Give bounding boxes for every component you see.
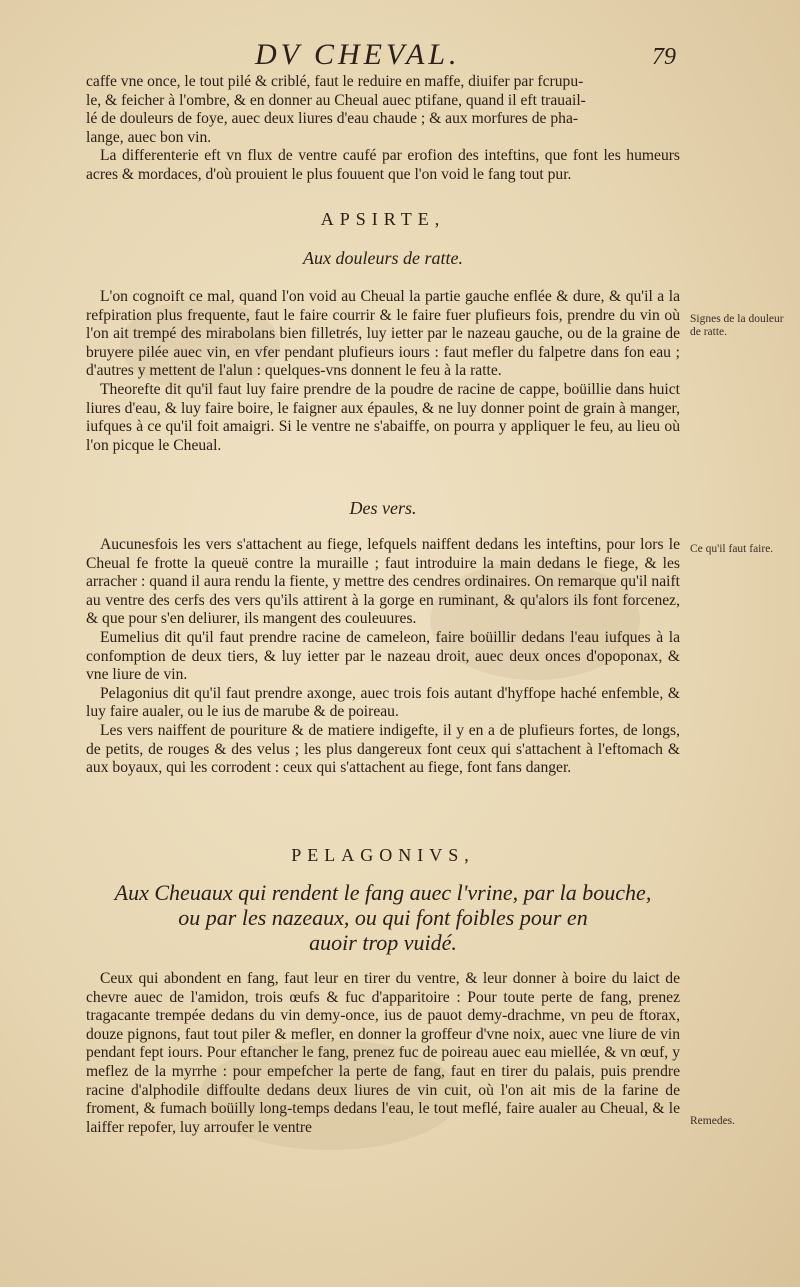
heading-line: Aux Cheuaux qui rendent le fang auec l'vrine, par la bouche, [114, 880, 652, 905]
heading-line: ou par les nazeaux, ou qui font foibles pour en [178, 905, 588, 930]
sang-text [86, 970, 680, 1137]
text-line: lé de douleurs de foye, auec deux liures d'eau chaude ; & aux morfures de pha- [86, 110, 579, 128]
paragraph: Theorefte dit qu'il faut luy faire prendre de la poudre de racine de cappe, boüillie dans huict liures d'eau, & luy faire boire, le faigner aux épaules, & ne luy donner point de grain à manger, iufques à ce qu'il foit amaigri. Si le ventre ne s'abaiffe, on pourra y appliquer le feu, au lieu où l'on picque le Cheual. [86, 380, 680, 454]
section-heading: Aux douleurs de ratte. [303, 248, 463, 268]
paragraph: Aucunesfois les vers s'attachent au fiege, lefquels naiffent dedans les inteftins, pour lors le Cheual fe frotte la queuë contre la muraille ; faut introduire la main dedans le fiege, & les arracher : quand il aura rendu la fiente, y mettre des cendres ordinaires. On remarque qu'il naift au ventre des cerfs des vers qu'ils attirent à la gorge en ruminant, & qu'alors ils font forcenez, & que pour s'en deliurer, ils mangent des couleuures. [86, 536, 680, 628]
vers-text [86, 536, 680, 778]
margin-note: Remedes. [690, 1115, 736, 1127]
paragraph: Eumelius dit qu'il faut prendre racine de cameleon, faire boüillir dedans l'eau iufques à la confomption de deux tiers, & luy ietter par le nazeau droit, auec deux onces d'opoponax, & vne liure de vin. [86, 628, 680, 684]
section-heading [96, 880, 670, 955]
paragraph: Les vers naiffent de pouriture & de matiere indigefte, il y en a de plufieurs fortes, de longs, de petits, de rouges & des velus ; les plus dangereux font ceux qui s'attachent à l'eftomach & aux boyaux, qui les corrodent : ceux qui s'attachent au fiege, font fans danger. [86, 721, 680, 777]
heading-line: auoir trop vuidé. [309, 930, 457, 955]
text-line: caffe vne once, le tout pilé & criblé, faut le reduire en maffe, diuifer par fcrupu- [86, 73, 584, 90]
paragraph: Pelagonius dit qu'il faut prendre axonge, auec trois fois autant d'hyffope haché enfemble, & luy faire aualer, ou le ius de marube & de poireau. [86, 684, 680, 721]
text-line: lange, auec bon vin. [86, 128, 212, 146]
author-heading: APSIRTE, [320, 209, 446, 229]
paragraph: L'on cognoift ce mal, quand l'on void au Cheual la partie gauche enflée & dure, & qu'il a la refpiration plus frequente, faut le faire courrir & le faire fuer plufieurs fois, prendre du vin où l'on ait trempé des mirabolans bien filletrés, luy ietter par le nazeau gauche, ou de la graine de bruyere pilée auec vin, en vfer pendant plufieurs iours : faut mefler du falpetre dans fon eau ; d'autres y mettent de l'alun : quelques-vns donnent le feu à la ratte. [86, 288, 680, 380]
section-heading: Des vers. [349, 498, 417, 518]
margin-note: Ce qu'il faut faire. [690, 543, 774, 555]
paragraph: La differenterie eft vn flux de ventre caufé par erofion des inteftins, que font les humeurs acres & mordaces, d'où prouient le plus fouuent que l'on void le fang tout pur. [86, 147, 680, 183]
running-title: DV CHEVAL. [255, 38, 461, 71]
page-number: 79 [652, 44, 676, 70]
ratte-text [86, 288, 680, 455]
intro-text [86, 73, 680, 185]
text-line: le, & feicher à l'ombre, & en donner au Cheual auec ptifane, quand il eft trauail- [86, 91, 586, 109]
author-heading: PELAGONIVS, [291, 845, 475, 865]
margin-note: Signes de la douleur de ratte. [690, 313, 784, 338]
paragraph: Ceux qui abondent en fang, faut leur en tirer du ventre, & leur donner à boire du laict de chevre auec de l'amidon, trois œufs & fuc d'apparitoire : Pour toute perte de fang, prenez tragacante trempée dedans du vin demy-once, ius de pauot demy-drachme, vn peu de ftorax, douze pignons, faut tout piler & mefler, en donner la groffeur d'vne noix, auec vne liure de vin pendant fept iours. Pour eftancher le fang, prenez fuc de poireau auec eau miellée, & vn œuf, y meflez de la myrrhe : pour empefcher la perte de fang, faut en tirer du palais, puis prendre racine d'alphodile diffoulte dedans deux liures de vin cuit, où l'on ait mis de la farine de froment, & fumach boüilly long-temps dedans l'eau, le tout meflé, faire aualer au Cheual, & le laiffer repofer, luy arroufer le ventre [86, 970, 680, 1136]
